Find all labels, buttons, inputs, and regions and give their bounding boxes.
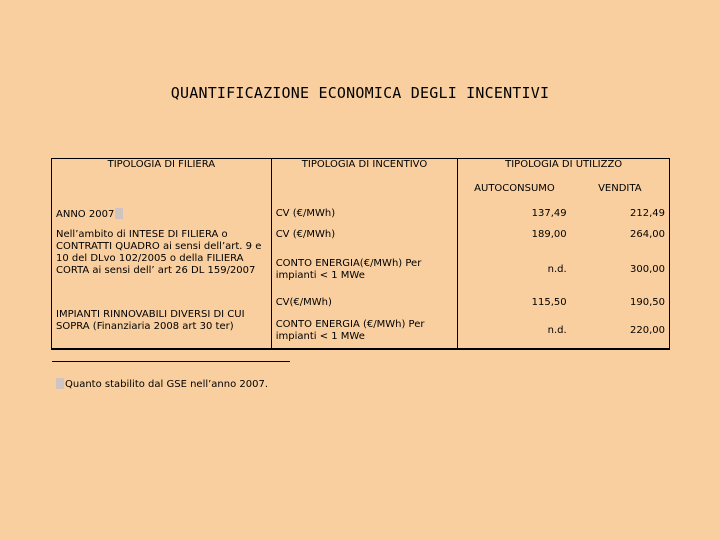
- filiera-cell: IMPIANTI RINNOVABILI DIVERSI DI CUI SOPRA (Finanziaria 2008 art 30 ter): [52, 293, 272, 349]
- incentivo-cell: CONTO ENERGIA(€/MWh) Per impianti < 1 MWe: [271, 247, 458, 293]
- header-utilizzo: TIPOLOGIA DI UTILIZZO: [458, 159, 670, 184]
- incentives-table: [51, 158, 670, 350]
- incentivo-cell: CV(€/MWh): [271, 293, 458, 313]
- vendita-cell: 300,00: [571, 247, 670, 293]
- table-header-row: [52, 159, 670, 184]
- table-row: [52, 293, 670, 313]
- table-row: [52, 203, 670, 225]
- header-filiera: TIPOLOGIA DI FILIERA: [52, 159, 272, 204]
- autoconsumo-cell: 137,49: [458, 203, 571, 225]
- incentivo-cell: CV (€/MWh): [271, 225, 458, 247]
- footnote-marker: [56, 378, 64, 389]
- vendita-cell: 220,00: [571, 313, 670, 349]
- autoconsumo-cell: 115,50: [458, 293, 571, 313]
- table-row: [52, 225, 670, 247]
- filiera-cell: ANNO 2007: [52, 203, 272, 225]
- footnote: [56, 378, 268, 390]
- incentivo-cell: CONTO ENERGIA (€/MWh) Per impianti < 1 MWe: [271, 313, 458, 349]
- footnote-marker: [115, 208, 123, 219]
- page-title: QUANTIFICAZIONE ECONOMICA DEGLI INCENTIVI: [170, 84, 550, 102]
- vendita-cell: 190,50: [571, 293, 670, 313]
- header-autoconsumo: AUTOCONSUMO: [458, 183, 571, 203]
- footnote-text: Quanto stabilito dal GSE nell’anno 2007.: [65, 379, 269, 390]
- footnote-rule: [52, 361, 290, 362]
- header-vendita: VENDITA: [571, 183, 670, 203]
- autoconsumo-cell: 189,00: [458, 225, 571, 247]
- vendita-cell: 264,00: [571, 225, 670, 247]
- vendita-cell: 212,49: [571, 203, 670, 225]
- incentivo-cell: CV (€/MWh): [271, 203, 458, 225]
- autoconsumo-cell: n.d.: [458, 313, 571, 349]
- filiera-cell: Nell’ambito di INTESE DI FILIERA o CONTRATTI QUADRO ai sensi dell’art. 9 e 10 del DLvo 102/2005 o della FILIERA CORTA ai sensi dell’ art 26 DL 159/2007: [52, 225, 272, 293]
- autoconsumo-cell: n.d.: [458, 247, 571, 293]
- header-incentivo: TIPOLOGIA DI INCENTIVO: [271, 159, 458, 204]
